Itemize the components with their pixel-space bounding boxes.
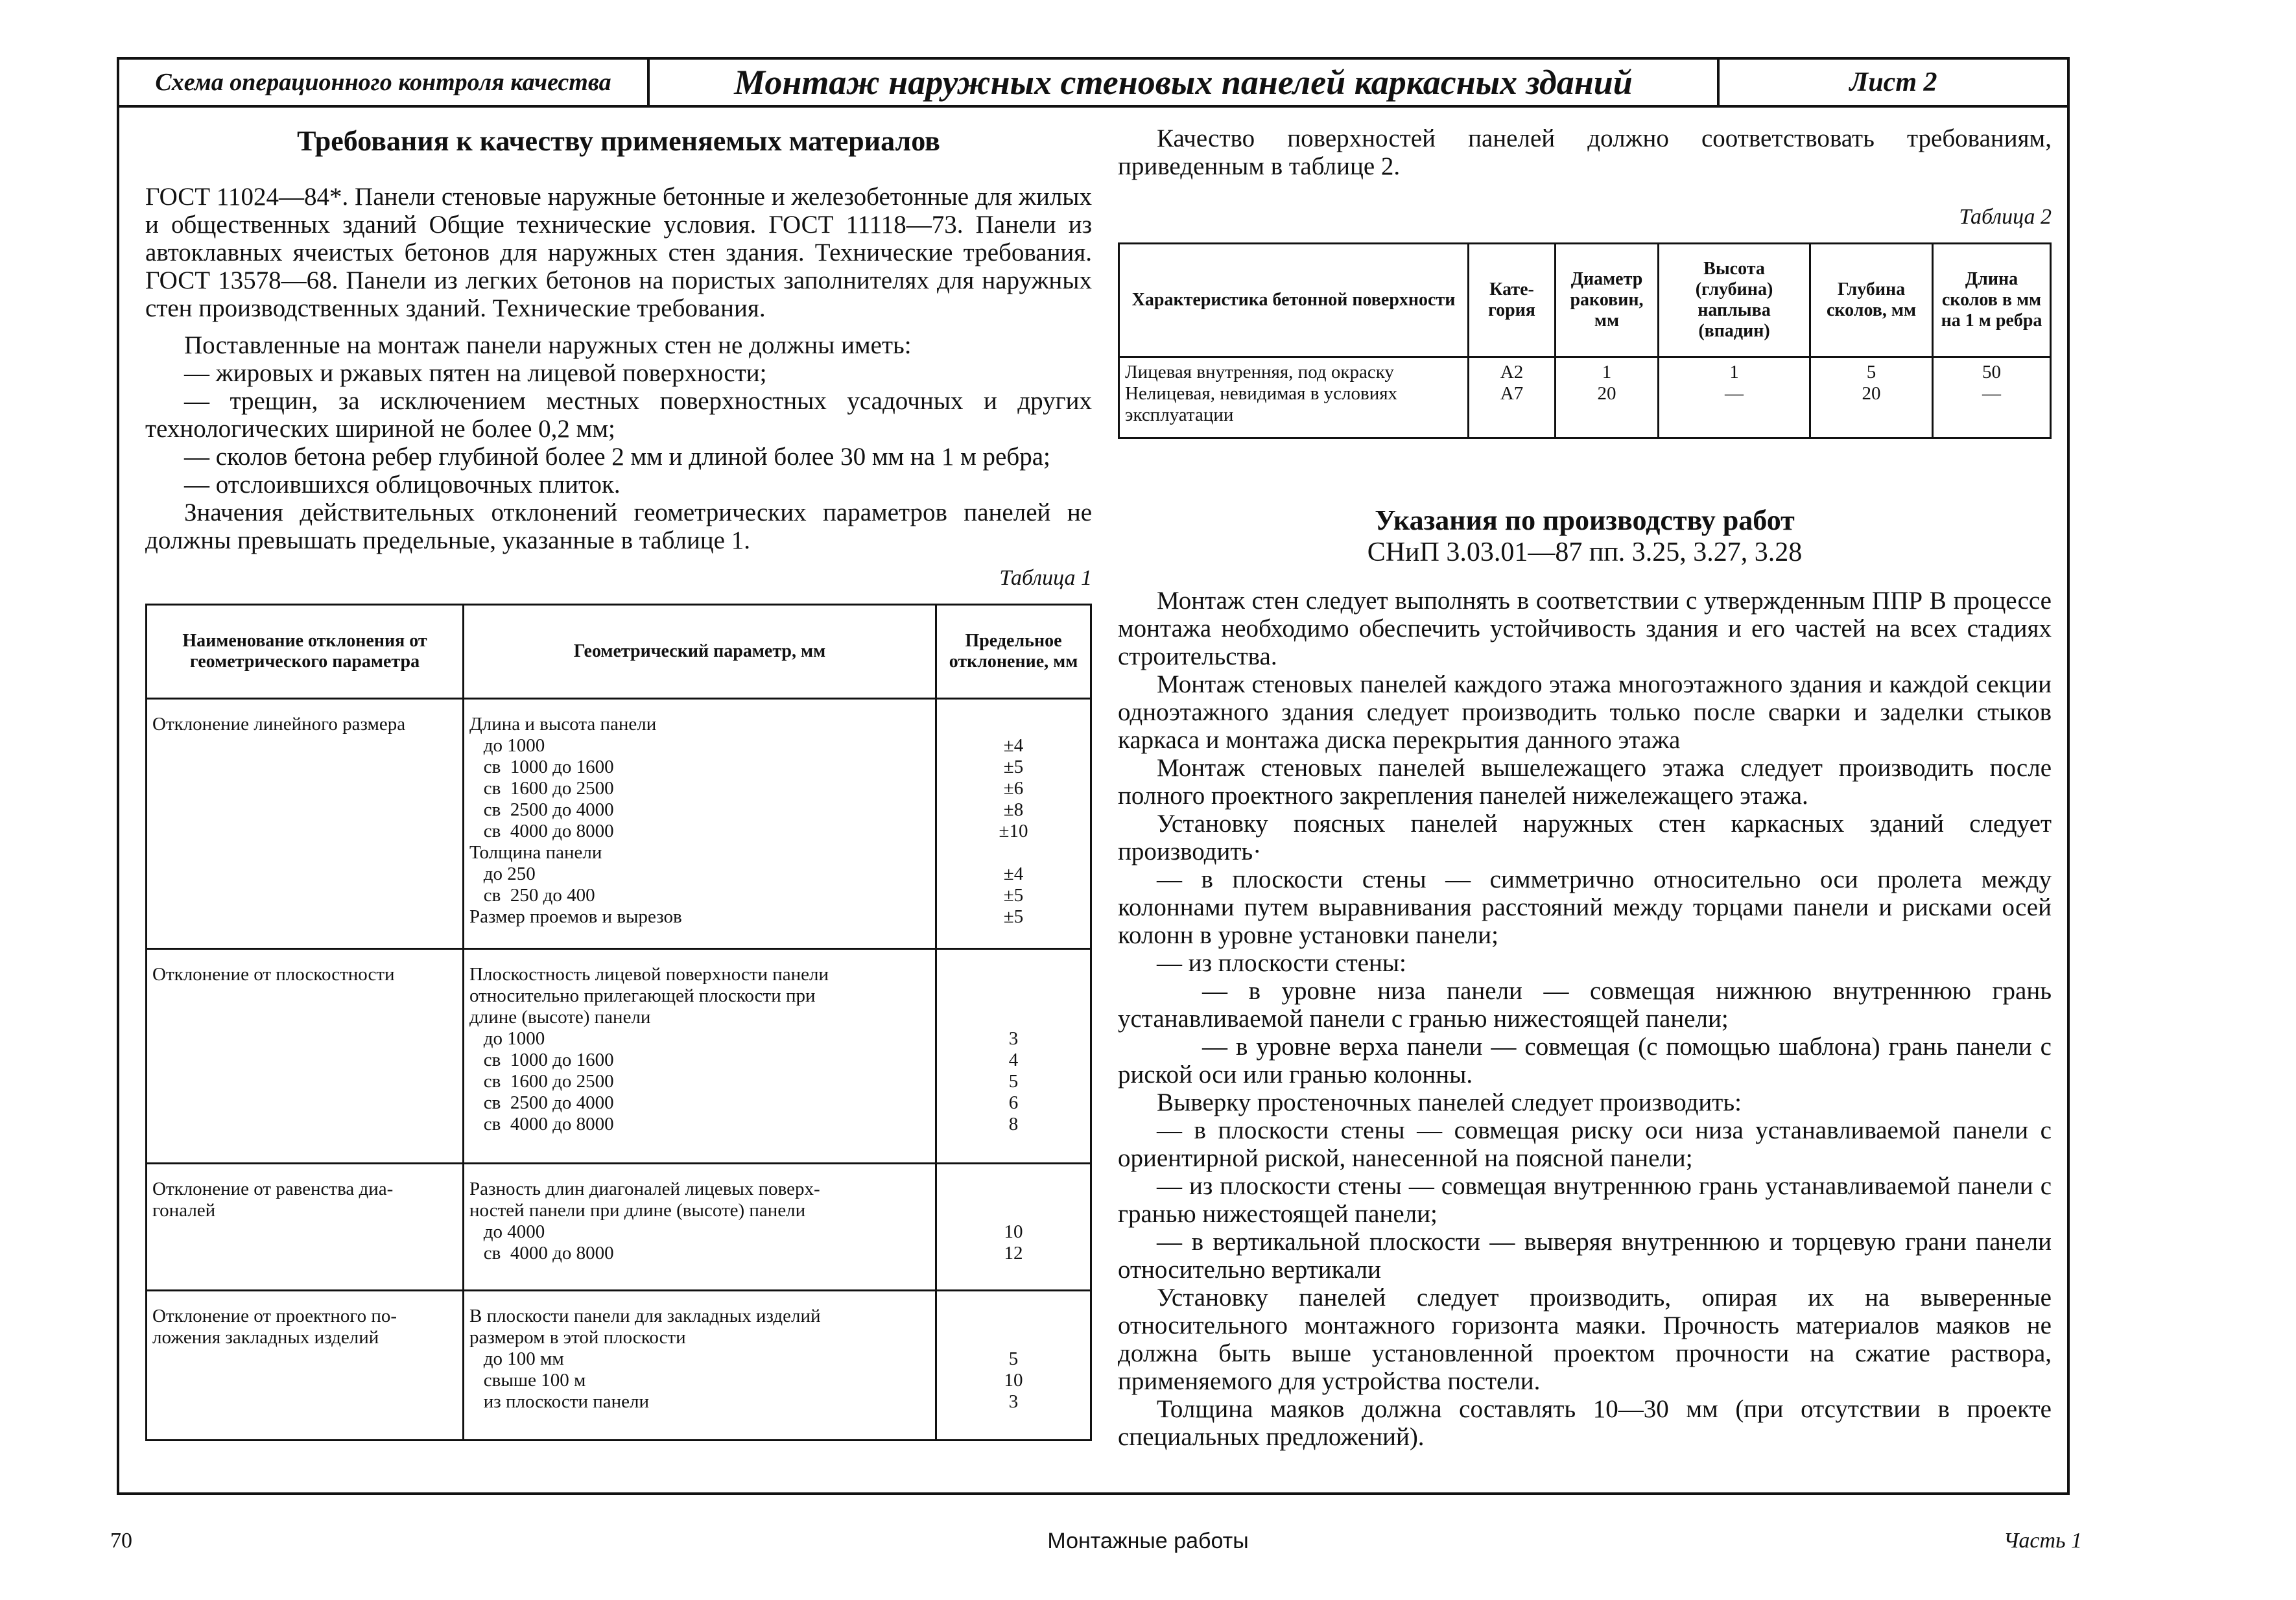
table1-cell: Отклонение от плоскостности bbox=[147, 949, 464, 1164]
para-chips: — сколов бетона ребер глубиной более 2 мм и длиной более 30 мм на 1 м ребра; bbox=[184, 443, 1050, 471]
header-left: Схема операционного контроля качества bbox=[119, 60, 650, 105]
table1-header: Предельное отклонение, мм bbox=[936, 605, 1091, 699]
table1-cell: Отклонение от равенства диа- гоналей bbox=[152, 1179, 394, 1221]
table-row bbox=[147, 1164, 1091, 1291]
para-5: — в плоскости стены — симметрично относительно оси пролета между колоннами путем выравнивания расстояний между торцами панели и рисками осей колонн в уровне установки панели; bbox=[1118, 865, 2052, 949]
materials-title: Требования к качеству применяемых материалов bbox=[297, 125, 940, 157]
para-8: — в уровне верха панели — совмещая (с помощью шаблона) грань панели с риской оси или гранью колонны. bbox=[1118, 1033, 2052, 1088]
table1-cell: ±4 ±5 ±6 ±8 ±10 ±4 ±5 ±5 bbox=[999, 735, 1028, 927]
footer-section: Монтажные работы bbox=[1047, 1529, 1249, 1553]
table2-header: Характеристика бетонной поверхности bbox=[1119, 244, 1469, 357]
table1-header: Наименование отклонения от геометрического параметра bbox=[147, 605, 464, 699]
table1-header: Геометрический параметр, мм bbox=[464, 605, 936, 699]
table2-header: Длина сколов в мм на 1 м ребра bbox=[1933, 244, 2051, 357]
para-7: — в уровне низа панели — совмещая нижнюю внутреннюю грань устанавливаемой панели с гранью нижестоящей панели; bbox=[1118, 977, 2052, 1033]
table2-cell: Лицевая внутренняя, под окраску Нелицевая, невидимая в условиях эксплуатации bbox=[1125, 362, 1398, 425]
table2-header: Диаметр раковин, мм bbox=[1556, 244, 1659, 357]
para-14: Толщина маяков должна составлять 10—30 мм (при отсутствии в проекте специальных предложений). bbox=[1118, 1395, 2052, 1451]
para-deviations: Значения действительных отклонений геометрических параметров панелей не должны превышать предельные, указанные в таблице 1. bbox=[145, 499, 1092, 554]
table1-cell: 5 10 3 bbox=[1004, 1348, 1023, 1412]
table-row bbox=[1119, 357, 2051, 438]
para-2: Монтаж стеновых панелей каждого этажа многоэтажного здания и каждой секции одноэтажного здания следует производить только после сварки и заделки стыков каркаса и монтажа диска перекрытия данного этажа bbox=[1118, 670, 2052, 754]
works-title: Указания по производству работ bbox=[1375, 504, 1795, 536]
para-12: — в вертикальной плоскости — выверяя внутреннюю и торцевую грани панели относительно вертикали bbox=[1118, 1228, 2052, 1284]
table2-cell: А2 А7 bbox=[1500, 362, 1524, 404]
table2-cell: 1 — bbox=[1725, 362, 1744, 404]
para-11: — из плоскости стены — совмещая внутреннюю грань устанавливаемой панели с гранью нижестоящей панели; bbox=[1118, 1172, 2052, 1228]
page-frame bbox=[117, 57, 2070, 1495]
table2-header: Высота (глубина) наплыва (впадин) bbox=[1659, 244, 1810, 357]
table2-header: Глубина сколов, мм bbox=[1810, 244, 1933, 357]
para-surface-quality: Качество поверхностей панелей должно соответствовать требованиям, приведенным в таблице 2. bbox=[1118, 124, 2052, 180]
table1-caption: Таблица 1 bbox=[999, 566, 1092, 590]
page-number: 70 bbox=[110, 1529, 132, 1553]
para-requirements: Поставленные на монтаж панели наружных стен не должны иметь: bbox=[184, 331, 912, 359]
para-13: Установку панелей следует производить, опирая их на выверенные относительного монтажного горизонта маяки. Прочность материалов маяков не должна быть выше установленной проектом прочности на сжатие раствора, применяемого для устройства постели. bbox=[1118, 1284, 2052, 1395]
table-row bbox=[147, 1291, 1091, 1441]
para-9: Выверку простеночных панелей следует производить: bbox=[1157, 1088, 1742, 1116]
table1 bbox=[145, 604, 1092, 1441]
left-column bbox=[145, 124, 1092, 1441]
para-6: — из плоскости стены: bbox=[1157, 949, 1406, 977]
table2-header: Кате-гория bbox=[1469, 244, 1556, 357]
table1-cell: Отклонение от проектного по- ложения закладных изделий bbox=[152, 1306, 397, 1348]
header-bar bbox=[119, 60, 2067, 108]
table2 bbox=[1118, 242, 2052, 439]
para-1: Монтаж стен следует выполнять в соответствии с утвержденным ППР В процессе монтажа необходимо обеспечить устойчивость здания и его частей на всех стадиях строительства. bbox=[1118, 587, 2052, 670]
footer-part: Часть 1 bbox=[2004, 1529, 2083, 1553]
right-column bbox=[1118, 124, 2052, 1451]
table1-cell: 10 12 bbox=[1004, 1221, 1023, 1264]
table1-cell: Отклонение линейного размера bbox=[147, 699, 464, 949]
table2-header-row bbox=[1119, 244, 2051, 357]
gost-list: ГОСТ 11024—84*. Панели стеновые наружные бетонные и железобетонные для жилых и общественных зданий Общие технические условия. ГОСТ 11118—73. Панели из автоклавных ячеистых бетонов для наружных стен здания. Технические требования. ГОСТ 13578—68. Панели из легких бетонов на пористых заполнителях для наружных стен производственных зданий. Технические требования. bbox=[145, 183, 1092, 322]
table1-cell: В плоскости панели для закладных изделий размером в этой плоскости до 100 мм свыше 100 м из плоскости панели bbox=[469, 1306, 821, 1412]
para-tiles: — отслоившихся облицовочных плиток. bbox=[184, 471, 621, 499]
table1-cell: Разность длин диагоналей лицевых поверх- ностей панели при длине (высоте) панели до 4000 св 4000 до 8000 bbox=[469, 1179, 820, 1264]
table2-caption: Таблица 2 bbox=[1959, 205, 2052, 229]
table2-cell: 5 20 bbox=[1862, 362, 1881, 404]
header-title: Монтаж наружных стеновых панелей каркасных зданий bbox=[650, 60, 1720, 105]
table-row bbox=[147, 949, 1091, 1164]
table1-cell: 3 4 5 6 8 bbox=[1008, 1028, 1019, 1135]
table1-cell: Длина и высота панели до 1000 св 1000 до 1600 св 1600 до 2500 св 2500 до 4000 св 4000 до 8000 Толщина панели до 250 св 250 до 400 Размер проемов и вырезов bbox=[469, 714, 682, 927]
para-cracks: — трещин, за исключением местных поверхностных усадочных и других технологических шириной не более 0,2 мм; bbox=[145, 387, 1092, 443]
table2-cell: 50 — bbox=[1982, 362, 2001, 404]
para-4: Установку поясных панелей наружных стен каркасных зданий следует производить· bbox=[1118, 810, 2052, 865]
para-10: — в плоскости стены — совмещая риску оси низа устанавливаемой панели с ориентирной риской, нанесенной на поясной панели; bbox=[1118, 1116, 2052, 1172]
works-subtitle: СНиП 3.03.01—87 пп. 3.25, 3.27, 3.28 bbox=[1367, 537, 1803, 567]
para-3: Монтаж стеновых панелей вышележащего этажа следует производить после полного проектного закрепления панелей нижележащего этажа. bbox=[1118, 754, 2052, 810]
table1-header-row bbox=[147, 605, 1091, 699]
table1-cell: Плоскостность лицевой поверхности панели относительно прилегающей плоскости при длине (высоте) панели до 1000 св 1000 до 1600 св 1600 до 2500 св 2500 до 4000 св 4000 до 8000 bbox=[469, 964, 829, 1135]
header-sheet: Лист 2 bbox=[1849, 67, 1937, 97]
table2-cell: 1 20 bbox=[1597, 362, 1616, 404]
table-row bbox=[147, 699, 1091, 949]
para-spots: — жировых и ржавых пятен на лицевой поверхности; bbox=[184, 359, 767, 387]
